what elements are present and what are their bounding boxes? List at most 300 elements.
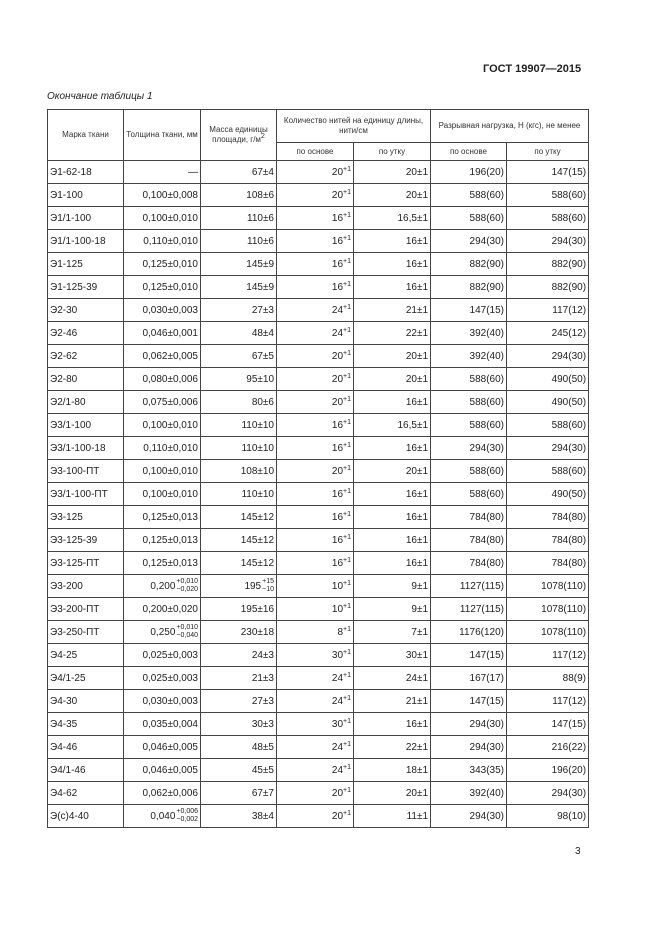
cell-threads-weft: 16±1	[354, 506, 431, 529]
cell-threads-weft: 20±1	[354, 460, 431, 483]
cell-threads-warp-value: 20	[331, 189, 344, 201]
cell-threads-warp-tolerance: +1	[343, 257, 351, 265]
cell-load-weft: 784(80)	[507, 506, 589, 529]
cell-threads-weft: 16±1	[354, 483, 431, 506]
cell-threads-warp-tolerance: +1	[343, 602, 351, 610]
cell-threads-warp	[277, 184, 354, 207]
cell-threads-warp-value: 16	[331, 281, 344, 293]
cell-threads-warp	[277, 598, 354, 621]
cell-thickness-tol-upper: +0,010	[176, 624, 198, 631]
table-row	[48, 690, 589, 713]
cell-threads-warp	[277, 414, 354, 437]
cell-load-weft: 1078(110)	[507, 575, 589, 598]
cell-thickness-tol-lower: −0,020	[176, 586, 198, 593]
cell-thickness-value: 0,040	[150, 810, 176, 822]
cell-threads-warp-value: 30	[331, 718, 344, 730]
cell-grade: Э3/1-100	[48, 414, 124, 437]
cell-thickness: 0,100±0,010	[124, 207, 201, 230]
cell-thickness-tolerance	[176, 578, 198, 594]
cell-thickness	[124, 575, 201, 598]
cell-load-warp: 784(80)	[431, 506, 507, 529]
cell-threads-weft: 9±1	[354, 598, 431, 621]
cell-threads-weft: 16±1	[354, 230, 431, 253]
cell-mass: 38±4	[201, 805, 277, 828]
cell-grade: Э3-125	[48, 506, 124, 529]
cell-load-warp: 343(35)	[431, 759, 507, 782]
table-row	[48, 414, 589, 437]
cell-mass: 80±6	[201, 391, 277, 414]
cell-load-warp: 392(40)	[431, 345, 507, 368]
cell-mass: 67±4	[201, 161, 277, 184]
table-row	[48, 253, 589, 276]
cell-threads-weft: 20±1	[354, 782, 431, 805]
table-row	[48, 437, 589, 460]
cell-threads-warp-value: 24	[331, 672, 344, 684]
cell-mass	[201, 575, 277, 598]
cell-load-weft: 784(80)	[507, 529, 589, 552]
cell-threads-weft: 16,5±1	[354, 207, 431, 230]
cell-load-weft: 588(60)	[507, 207, 589, 230]
cell-load-weft: 98(10)	[507, 805, 589, 828]
cell-load-weft: 882(90)	[507, 276, 589, 299]
cell-load-warp: 294(30)	[431, 437, 507, 460]
cell-threads-warp-tolerance: +1	[343, 809, 351, 817]
cell-load-weft: 1078(110)	[507, 621, 589, 644]
table-row	[48, 230, 589, 253]
cell-threads-warp-value: 8	[337, 626, 344, 638]
cell-load-weft: 216(22)	[507, 736, 589, 759]
cell-threads-warp-tolerance: +1	[343, 349, 351, 357]
cell-threads-warp	[277, 736, 354, 759]
cell-thickness: 0,030±0,003	[124, 690, 201, 713]
cell-threads-weft: 16±1	[354, 253, 431, 276]
cell-threads-warp-value: 20	[331, 373, 344, 385]
cell-threads-weft: 20±1	[354, 368, 431, 391]
cell-load-weft: 117(12)	[507, 690, 589, 713]
cell-threads-warp-value: 16	[331, 235, 344, 247]
cell-mass: 48±5	[201, 736, 277, 759]
cell-threads-warp	[277, 529, 354, 552]
table-row	[48, 736, 589, 759]
cell-grade: Э4-30	[48, 690, 124, 713]
cell-thickness: 0,062±0,006	[124, 782, 201, 805]
cell-threads-warp	[277, 690, 354, 713]
cell-thickness: 0,075±0,006	[124, 391, 201, 414]
cell-load-warp: 147(15)	[431, 690, 507, 713]
cell-threads-warp-value: 24	[331, 304, 344, 316]
cell-threads-weft: 9±1	[354, 575, 431, 598]
cell-thickness: 0,125±0,013	[124, 506, 201, 529]
cell-threads-warp-value: 24	[331, 695, 344, 707]
cell-threads-warp	[277, 391, 354, 414]
cell-mass: 95±10	[201, 368, 277, 391]
cell-grade: Э(с)4-40	[48, 805, 124, 828]
cell-threads-weft: 16±1	[354, 437, 431, 460]
cell-threads-warp-tolerance: +1	[343, 786, 351, 794]
cell-load-warp: 882(90)	[431, 276, 507, 299]
cell-load-warp: 588(60)	[431, 368, 507, 391]
cell-grade: Э3-200	[48, 575, 124, 598]
cell-load-weft: 245(12)	[507, 322, 589, 345]
cell-threads-warp	[277, 437, 354, 460]
cell-grade: Э4/1-25	[48, 667, 124, 690]
header-thickness: Толщина ткани, мм	[124, 110, 201, 161]
table-row	[48, 299, 589, 322]
cell-threads-warp-value: 24	[331, 764, 344, 776]
cell-grade: Э3-125-ПТ	[48, 552, 124, 575]
cell-load-warp: 294(30)	[431, 805, 507, 828]
table-row	[48, 598, 589, 621]
cell-threads-weft: 7±1	[354, 621, 431, 644]
cell-threads-warp-value: 16	[331, 258, 344, 270]
table-caption: Окончание таблицы 1	[47, 91, 153, 102]
cell-load-warp: 588(60)	[431, 460, 507, 483]
cell-mass-tol-upper: +15	[262, 578, 274, 585]
cell-threads-warp-value: 16	[331, 557, 344, 569]
cell-threads-warp-tolerance: +1	[343, 441, 351, 449]
cell-thickness-value: 0,250	[150, 626, 176, 638]
cell-threads-warp	[277, 207, 354, 230]
cell-load-weft: 588(60)	[507, 184, 589, 207]
cell-thickness: 0,125±0,010	[124, 253, 201, 276]
cell-grade: Э4/1-46	[48, 759, 124, 782]
table-row	[48, 368, 589, 391]
cell-grade: Э1-125-39	[48, 276, 124, 299]
cell-mass: 195±16	[201, 598, 277, 621]
cell-grade: Э2/1-80	[48, 391, 124, 414]
cell-load-weft: 294(30)	[507, 230, 589, 253]
cell-thickness: 0,125±0,010	[124, 276, 201, 299]
header-mass	[201, 110, 277, 161]
cell-threads-weft: 21±1	[354, 299, 431, 322]
cell-threads-weft: 16±1	[354, 552, 431, 575]
cell-mass: 145±12	[201, 552, 277, 575]
table-row	[48, 713, 589, 736]
table-row	[48, 161, 589, 184]
cell-load-weft: 784(80)	[507, 552, 589, 575]
cell-mass: 110±10	[201, 483, 277, 506]
cell-load-warp: 196(20)	[431, 161, 507, 184]
cell-load-warp: 588(60)	[431, 414, 507, 437]
cell-load-warp: 392(40)	[431, 322, 507, 345]
cell-threads-warp-value: 16	[331, 534, 344, 546]
cell-threads-weft: 16,5±1	[354, 414, 431, 437]
cell-load-warp: 294(30)	[431, 736, 507, 759]
cell-threads-warp	[277, 667, 354, 690]
cell-thickness: 0,100±0,008	[124, 184, 201, 207]
cell-load-weft: 147(15)	[507, 713, 589, 736]
cell-threads-warp-tolerance: +1	[343, 372, 351, 380]
cell-thickness	[124, 805, 201, 828]
cell-load-weft: 490(50)	[507, 483, 589, 506]
cell-thickness: 0,062±0,005	[124, 345, 201, 368]
cell-thickness: 0,110±0,010	[124, 437, 201, 460]
cell-thickness: 0,080±0,006	[124, 368, 201, 391]
cell-threads-warp	[277, 253, 354, 276]
table-row	[48, 782, 589, 805]
table-row	[48, 322, 589, 345]
table-row	[48, 621, 589, 644]
table-row	[48, 552, 589, 575]
cell-threads-warp-tolerance: +1	[343, 464, 351, 472]
cell-threads-warp-tolerance: +1	[343, 165, 351, 173]
cell-mass: 145±12	[201, 529, 277, 552]
cell-threads-warp-tolerance: +1	[343, 188, 351, 196]
cell-threads-warp	[277, 276, 354, 299]
cell-threads-weft: 16±1	[354, 529, 431, 552]
cell-threads-weft: 16±1	[354, 391, 431, 414]
cell-grade: Э4-35	[48, 713, 124, 736]
cell-threads-warp	[277, 552, 354, 575]
cell-threads-warp-value: 10	[331, 580, 344, 592]
cell-threads-warp	[277, 575, 354, 598]
cell-mass: 24±3	[201, 644, 277, 667]
cell-load-warp: 1127(115)	[431, 598, 507, 621]
cell-mass: 108±10	[201, 460, 277, 483]
table-row	[48, 460, 589, 483]
cell-grade: Э2-46	[48, 322, 124, 345]
cell-threads-warp-value: 20	[331, 396, 344, 408]
cell-grade: Э3/1-100-ПТ	[48, 483, 124, 506]
cell-threads-warp	[277, 621, 354, 644]
cell-load-weft: 196(20)	[507, 759, 589, 782]
cell-load-weft: 1078(110)	[507, 598, 589, 621]
cell-threads-warp-tolerance: +1	[343, 625, 351, 633]
cell-mass: 21±3	[201, 667, 277, 690]
cell-threads-warp	[277, 506, 354, 529]
cell-threads-weft: 22±1	[354, 322, 431, 345]
cell-threads-warp	[277, 368, 354, 391]
header-threads-warp: по основе	[277, 143, 354, 161]
cell-load-warp: 1176(120)	[431, 621, 507, 644]
cell-mass: 145±9	[201, 253, 277, 276]
cell-threads-warp-value: 20	[331, 465, 344, 477]
cell-grade: Э2-30	[48, 299, 124, 322]
cell-grade: Э4-46	[48, 736, 124, 759]
cell-load-warp: 588(60)	[431, 184, 507, 207]
cell-threads-weft: 18±1	[354, 759, 431, 782]
cell-threads-weft: 22±1	[354, 736, 431, 759]
header-mass-text: Масса единицы площади, г/м	[209, 125, 268, 144]
cell-threads-warp-tolerance: +1	[343, 717, 351, 725]
cell-mass: 108±6	[201, 184, 277, 207]
cell-mass: 48±4	[201, 322, 277, 345]
cell-threads-warp	[277, 644, 354, 667]
cell-thickness: 0,100±0,010	[124, 414, 201, 437]
cell-threads-warp-tolerance: +1	[343, 395, 351, 403]
cell-threads-warp-tolerance: +1	[343, 533, 351, 541]
table-row	[48, 391, 589, 414]
page-number: 3	[575, 846, 581, 857]
cell-threads-warp-value: 16	[331, 442, 344, 454]
cell-threads-warp-tolerance: +1	[343, 510, 351, 518]
cell-threads-warp-tolerance: +1	[343, 303, 351, 311]
cell-threads-warp-tolerance: +1	[343, 579, 351, 587]
cell-threads-warp	[277, 713, 354, 736]
cell-load-weft: 882(90)	[507, 253, 589, 276]
cell-mass: 30±3	[201, 713, 277, 736]
header-load-warp: по основе	[431, 143, 507, 161]
table-row	[48, 184, 589, 207]
cell-threads-warp-tolerance: +1	[343, 740, 351, 748]
cell-threads-weft: 16±1	[354, 276, 431, 299]
cell-thickness: 0,046±0,001	[124, 322, 201, 345]
cell-load-warp: 588(60)	[431, 483, 507, 506]
cell-threads-weft: 20±1	[354, 184, 431, 207]
cell-mass-tol-lower: −10	[262, 586, 274, 593]
cell-threads-warp-value: 20	[331, 787, 344, 799]
cell-threads-warp-value: 16	[331, 511, 344, 523]
cell-threads-warp	[277, 782, 354, 805]
table-row	[48, 529, 589, 552]
header-load-weft: по утку	[507, 143, 589, 161]
cell-mass: 67±7	[201, 782, 277, 805]
cell-thickness-tolerance	[176, 624, 198, 640]
cell-thickness: 0,125±0,013	[124, 552, 201, 575]
cell-threads-warp-tolerance: +1	[343, 326, 351, 334]
data-table	[47, 109, 589, 828]
cell-grade: Э2-62	[48, 345, 124, 368]
cell-load-warp: 147(15)	[431, 644, 507, 667]
cell-load-warp: 588(60)	[431, 391, 507, 414]
cell-threads-warp-value: 20	[331, 166, 344, 178]
cell-grade: Э3-125-39	[48, 529, 124, 552]
cell-grade: Э3-250-ПТ	[48, 621, 124, 644]
header-threads: Количество нитей на единицу длины, нити/см	[277, 110, 431, 143]
cell-thickness-tol-upper: +0,006	[176, 808, 198, 815]
cell-threads-weft: 20±1	[354, 345, 431, 368]
cell-load-weft: 294(30)	[507, 345, 589, 368]
cell-threads-warp-tolerance: +1	[343, 556, 351, 564]
cell-mass: 230±18	[201, 621, 277, 644]
cell-threads-warp	[277, 805, 354, 828]
cell-threads-warp-tolerance: +1	[343, 211, 351, 219]
cell-grade: Э3/1-100-18	[48, 437, 124, 460]
cell-threads-warp-value: 16	[331, 419, 344, 431]
cell-grade: Э4-62	[48, 782, 124, 805]
cell-threads-warp-tolerance: +1	[343, 487, 351, 495]
cell-threads-warp-tolerance: +1	[343, 694, 351, 702]
cell-grade: Э4-25	[48, 644, 124, 667]
cell-load-warp: 784(80)	[431, 552, 507, 575]
table-row	[48, 207, 589, 230]
cell-thickness: —	[124, 161, 201, 184]
cell-threads-warp	[277, 460, 354, 483]
table-row	[48, 805, 589, 828]
cell-thickness: 0,046±0,005	[124, 736, 201, 759]
cell-threads-warp-tolerance: +1	[343, 763, 351, 771]
header-grade: Марка ткани	[48, 110, 124, 161]
cell-load-weft: 117(12)	[507, 299, 589, 322]
header-threads-weft: по утку	[354, 143, 431, 161]
cell-thickness	[124, 621, 201, 644]
cell-threads-warp-value: 24	[331, 327, 344, 339]
cell-load-weft: 588(60)	[507, 460, 589, 483]
cell-threads-warp	[277, 299, 354, 322]
cell-grade: Э1-125	[48, 253, 124, 276]
cell-threads-warp-value: 20	[331, 350, 344, 362]
cell-threads-weft: 16±1	[354, 713, 431, 736]
cell-load-warp: 147(15)	[431, 299, 507, 322]
cell-threads-warp-value: 16	[331, 488, 344, 500]
cell-threads-warp	[277, 759, 354, 782]
cell-load-weft: 588(60)	[507, 414, 589, 437]
cell-load-warp: 882(90)	[431, 253, 507, 276]
cell-grade: Э1/1-100-18	[48, 230, 124, 253]
cell-load-weft: 294(30)	[507, 782, 589, 805]
cell-load-weft: 294(30)	[507, 437, 589, 460]
cell-thickness-tolerance	[176, 808, 198, 824]
cell-mass: 67±5	[201, 345, 277, 368]
cell-mass: 27±3	[201, 299, 277, 322]
cell-threads-weft: 11±1	[354, 805, 431, 828]
cell-load-warp: 588(60)	[431, 207, 507, 230]
cell-thickness: 0,025±0,003	[124, 644, 201, 667]
table-row	[48, 759, 589, 782]
cell-threads-warp	[277, 161, 354, 184]
table-row	[48, 276, 589, 299]
table-row	[48, 644, 589, 667]
cell-threads-warp-value: 24	[331, 741, 344, 753]
cell-load-warp: 167(17)	[431, 667, 507, 690]
cell-thickness: 0,100±0,010	[124, 483, 201, 506]
header-mass-sup: 2	[260, 133, 265, 140]
cell-threads-warp	[277, 322, 354, 345]
table-row	[48, 667, 589, 690]
cell-thickness-tol-upper: +0,010	[176, 578, 198, 585]
cell-threads-weft: 21±1	[354, 690, 431, 713]
cell-thickness: 0,125±0,013	[124, 529, 201, 552]
table-row	[48, 575, 589, 598]
cell-threads-warp-tolerance: +1	[343, 648, 351, 656]
cell-mass: 27±3	[201, 690, 277, 713]
cell-thickness: 0,025±0,003	[124, 667, 201, 690]
cell-threads-warp	[277, 345, 354, 368]
cell-mass: 110±6	[201, 207, 277, 230]
cell-mass: 145±12	[201, 506, 277, 529]
cell-threads-warp-value: 30	[331, 649, 344, 661]
cell-load-warp: 392(40)	[431, 782, 507, 805]
cell-thickness-value: 0,200	[150, 580, 176, 592]
table-row	[48, 483, 589, 506]
cell-mass: 110±10	[201, 414, 277, 437]
cell-mass: 110±6	[201, 230, 277, 253]
cell-thickness-tol-lower: −0,002	[176, 816, 198, 823]
cell-load-warp: 784(80)	[431, 529, 507, 552]
cell-grade: Э1-62-18	[48, 161, 124, 184]
cell-thickness: 0,100±0,010	[124, 460, 201, 483]
cell-load-weft: 490(50)	[507, 368, 589, 391]
standard-number: ГОСТ 19907—2015	[483, 63, 582, 75]
cell-threads-warp	[277, 230, 354, 253]
cell-thickness-tol-lower: −0,040	[176, 632, 198, 639]
table-row	[48, 345, 589, 368]
cell-threads-warp-tolerance: +1	[343, 234, 351, 242]
cell-load-warp: 1127(115)	[431, 575, 507, 598]
cell-mass-tolerance	[262, 578, 274, 594]
cell-thickness: 0,046±0,005	[124, 759, 201, 782]
cell-threads-warp-value: 20	[331, 810, 344, 822]
header-load: Разрывная нагрузка, Н (кгс), не менее	[431, 110, 589, 143]
cell-threads-warp-tolerance: +1	[343, 671, 351, 679]
cell-thickness: 0,030±0,003	[124, 299, 201, 322]
cell-mass-value: 195	[244, 580, 262, 592]
cell-load-weft: 88(9)	[507, 667, 589, 690]
cell-load-weft: 117(12)	[507, 644, 589, 667]
cell-threads-warp-value: 16	[331, 212, 344, 224]
cell-thickness: 0,200±0,020	[124, 598, 201, 621]
cell-threads-weft: 20±1	[354, 161, 431, 184]
